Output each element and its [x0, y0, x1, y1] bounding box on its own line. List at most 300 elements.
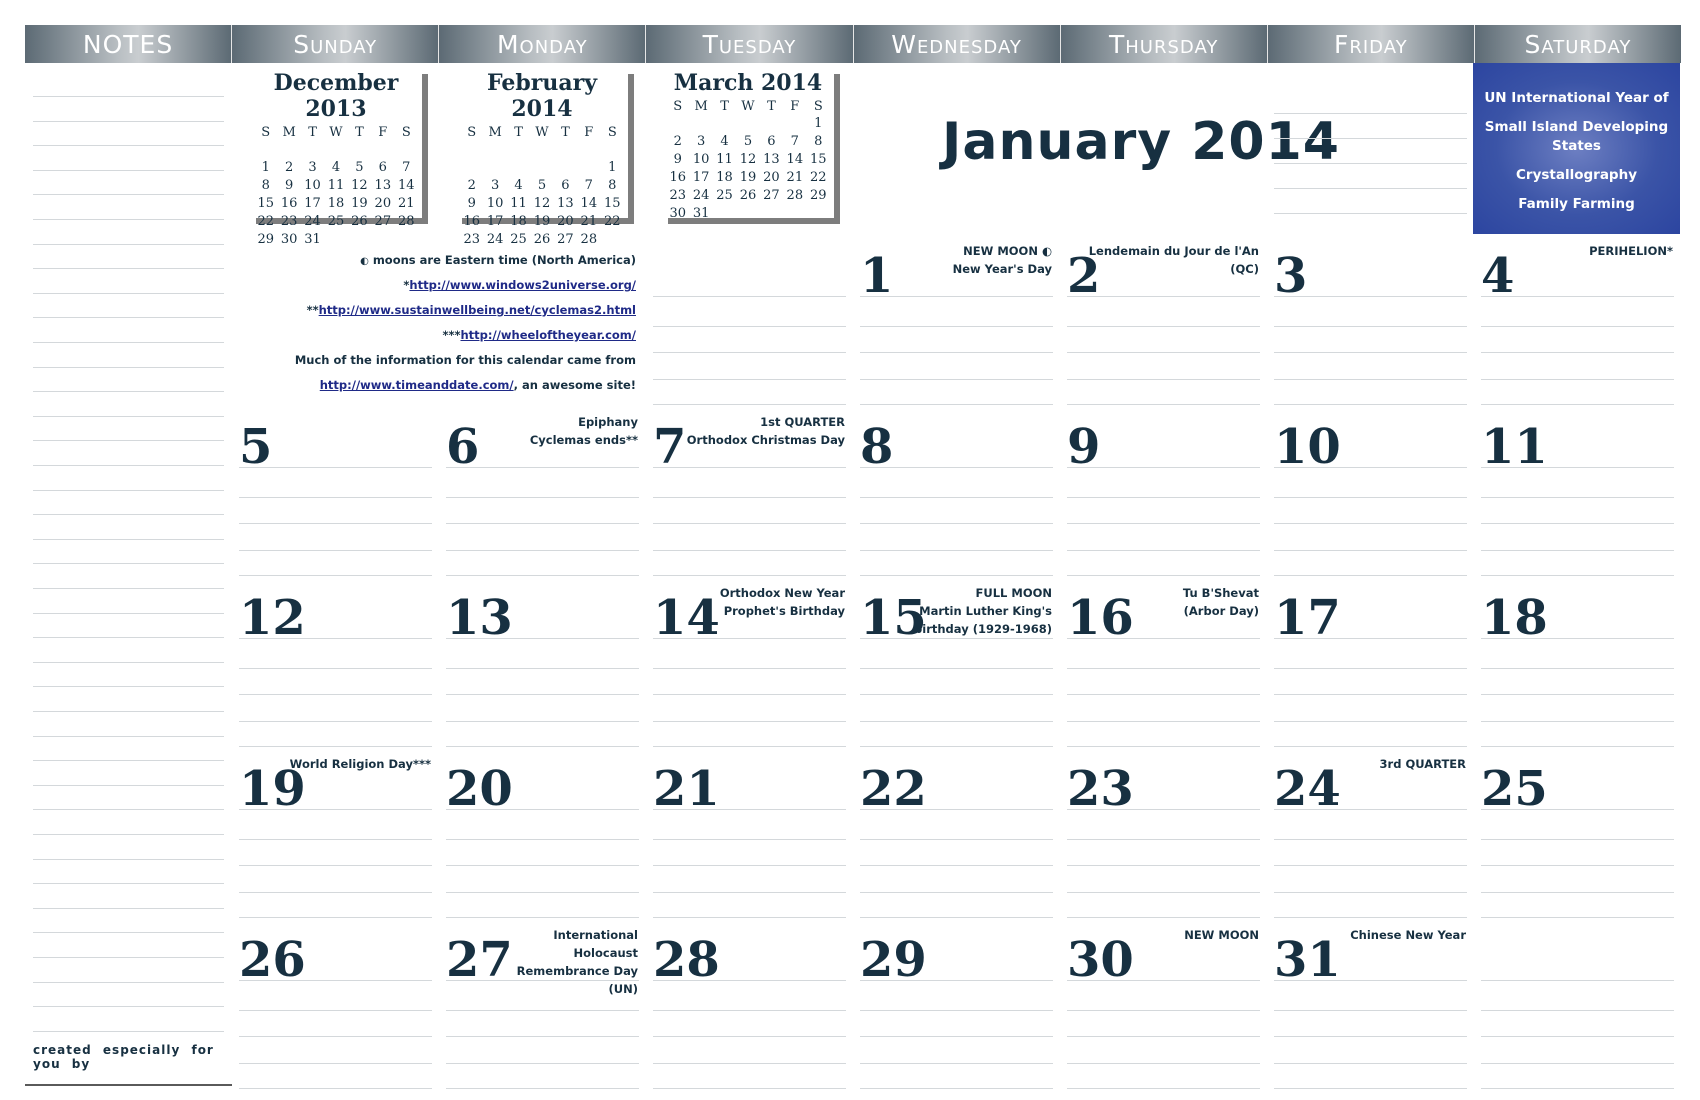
- writing-line[interactable]: [860, 1063, 1053, 1064]
- writing-line[interactable]: [1274, 188, 1467, 189]
- day-cell-28[interactable]: [646, 918, 853, 1089]
- notes-line[interactable]: [33, 809, 224, 810]
- writing-line[interactable]: [1481, 892, 1674, 893]
- moon-phase-icon: ◐: [360, 256, 369, 267]
- writing-line[interactable]: [1067, 892, 1260, 893]
- writing-line[interactable]: [1481, 523, 1674, 524]
- writing-line[interactable]: [1274, 113, 1467, 114]
- writing-line[interactable]: [860, 550, 1053, 551]
- mini-calendar-day: [348, 140, 371, 158]
- mini-calendar-day: [760, 204, 783, 222]
- mini-calendar-day: [713, 204, 736, 222]
- writing-line[interactable]: [1067, 865, 1260, 866]
- day-cell-10[interactable]: [1267, 405, 1474, 576]
- writing-line[interactable]: [1274, 326, 1467, 327]
- notes-line[interactable]: [33, 662, 224, 663]
- writing-line[interactable]: [1067, 721, 1260, 722]
- writing-line[interactable]: [1067, 523, 1260, 524]
- writing-line[interactable]: [1067, 839, 1260, 840]
- day-cell-16[interactable]: [1060, 576, 1267, 747]
- writing-line[interactable]: [446, 1088, 639, 1089]
- notes-line[interactable]: [33, 883, 224, 884]
- mini-calendar-day: [507, 140, 530, 158]
- writing-line[interactable]: [860, 839, 1053, 840]
- notes-column[interactable]: [25, 63, 232, 1088]
- notes-line[interactable]: [33, 834, 224, 835]
- writing-line[interactable]: [1481, 497, 1674, 498]
- notes-line[interactable]: [33, 440, 224, 441]
- mini-calendar-day: 10: [486, 195, 504, 211]
- windows2universe-link[interactable]: http://www.windows2universe.org/: [409, 278, 636, 292]
- mini-calendar-grid: [254, 124, 418, 248]
- notes-line[interactable]: [33, 957, 224, 958]
- writing-line[interactable]: [446, 892, 639, 893]
- mini-calendar-december-2013: [250, 68, 422, 247]
- writing-line[interactable]: [1481, 865, 1674, 866]
- moon-note-text: moons are Eastern time (North America): [372, 253, 636, 267]
- writing-line[interactable]: [653, 467, 846, 468]
- month-title: January 2014: [942, 112, 1340, 172]
- mini-calendar-march-2014: [662, 68, 834, 221]
- event-text: International: [553, 928, 638, 942]
- mini-calendar-day: [460, 140, 483, 158]
- day-cell-24[interactable]: [1267, 747, 1474, 918]
- mini-calendar-day: 29: [809, 187, 827, 203]
- writing-line[interactable]: [1481, 839, 1674, 840]
- notes-line[interactable]: [33, 514, 224, 515]
- mini-calendar-day: 22: [809, 169, 827, 185]
- notes-line[interactable]: [33, 367, 224, 368]
- writing-line[interactable]: [1067, 668, 1260, 669]
- empty-cell[interactable]: [1474, 918, 1681, 1089]
- mini-calendar-day: [807, 204, 830, 222]
- event-text: Prophet's Birthday: [723, 604, 845, 618]
- writing-line[interactable]: [1067, 296, 1260, 297]
- writing-line[interactable]: [239, 809, 432, 810]
- writing-line[interactable]: [1481, 1010, 1674, 1011]
- writing-line[interactable]: [1067, 694, 1260, 695]
- day-cell-7[interactable]: [646, 405, 853, 576]
- day-cell-20[interactable]: [439, 747, 646, 918]
- writing-line[interactable]: [446, 497, 639, 498]
- writing-line[interactable]: [1274, 550, 1467, 551]
- mini-calendar-day: [348, 230, 371, 248]
- day-number: 4: [1481, 248, 1515, 304]
- day-cell-3[interactable]: [1267, 234, 1474, 405]
- writing-line[interactable]: [860, 296, 1053, 297]
- writing-line[interactable]: [1067, 638, 1260, 639]
- writing-line[interactable]: [860, 352, 1053, 353]
- header-thursday: Thursday: [1061, 25, 1268, 63]
- writing-line[interactable]: [1481, 467, 1674, 468]
- mini-calendar-day: 2: [284, 159, 294, 175]
- writing-line[interactable]: [1274, 497, 1467, 498]
- writing-line[interactable]: [1481, 1063, 1674, 1064]
- day-events: [720, 584, 845, 620]
- empty-cell[interactable]: [646, 234, 853, 405]
- writing-line[interactable]: [1481, 980, 1674, 981]
- day-cell-29[interactable]: [853, 918, 1060, 1089]
- writing-line[interactable]: [239, 1063, 432, 1064]
- day-cell-22[interactable]: [853, 747, 1060, 918]
- writing-line[interactable]: [860, 668, 1053, 669]
- writing-line[interactable]: [653, 296, 846, 297]
- writing-line[interactable]: [1274, 1063, 1467, 1064]
- reference-marker: *: [403, 278, 410, 292]
- writing-line[interactable]: [1067, 497, 1260, 498]
- writing-line[interactable]: [653, 1010, 846, 1011]
- writing-line[interactable]: [1274, 523, 1467, 524]
- mini-calendar-day: [371, 230, 394, 248]
- timeanddate-link[interactable]: http://www.timeanddate.com/: [319, 378, 514, 392]
- notes-line[interactable]: [33, 785, 224, 786]
- writing-line[interactable]: [653, 865, 846, 866]
- writing-line[interactable]: [1274, 213, 1467, 214]
- writing-line[interactable]: [1067, 550, 1260, 551]
- writing-line[interactable]: [446, 668, 639, 669]
- empty-cell[interactable]: [1267, 63, 1474, 234]
- notes-line[interactable]: [33, 859, 224, 860]
- notes-line[interactable]: [33, 908, 224, 909]
- writing-line[interactable]: [1481, 352, 1674, 353]
- mini-calendar-weekday: S: [401, 124, 411, 140]
- writing-line[interactable]: [1481, 296, 1674, 297]
- mini-calendar-day: 11: [510, 195, 527, 211]
- writing-line[interactable]: [1274, 1010, 1467, 1011]
- day-events: [530, 413, 638, 449]
- writing-line[interactable]: [1274, 1036, 1467, 1037]
- mini-calendar-day: 8: [814, 133, 823, 149]
- notes-line[interactable]: [33, 416, 224, 417]
- notes-line[interactable]: [33, 268, 224, 269]
- writing-line[interactable]: [653, 550, 846, 551]
- day-cell-19[interactable]: [232, 747, 439, 918]
- notes-line[interactable]: [33, 244, 224, 245]
- writing-line[interactable]: [1481, 721, 1674, 722]
- notes-line[interactable]: [33, 317, 224, 318]
- writing-line[interactable]: [653, 980, 846, 981]
- mini-calendar-day: 28: [397, 213, 415, 229]
- notes-line[interactable]: [33, 96, 224, 97]
- writing-line[interactable]: [653, 1088, 846, 1089]
- writing-line[interactable]: [1274, 892, 1467, 893]
- writing-line[interactable]: [860, 523, 1053, 524]
- writing-line[interactable]: [1274, 668, 1467, 669]
- writing-line[interactable]: [1274, 296, 1467, 297]
- writing-line[interactable]: [653, 809, 846, 810]
- writing-line[interactable]: [653, 497, 846, 498]
- day-events: [687, 413, 845, 449]
- writing-line[interactable]: [239, 1088, 432, 1089]
- day-cell-21[interactable]: [646, 747, 853, 918]
- mini-calendar-day: 18: [510, 213, 527, 229]
- mini-calendar-day: 8: [261, 177, 270, 193]
- mini-calendar-day: 7: [790, 133, 799, 149]
- writing-line[interactable]: [239, 497, 432, 498]
- day-cell-25[interactable]: [1474, 747, 1681, 918]
- writing-line[interactable]: [1274, 138, 1467, 139]
- writing-line[interactable]: [653, 379, 846, 380]
- writing-line[interactable]: [239, 839, 432, 840]
- writing-line[interactable]: [653, 694, 846, 695]
- day-cell-1[interactable]: [853, 234, 1060, 405]
- writing-line[interactable]: [1274, 839, 1467, 840]
- writing-line[interactable]: [1274, 809, 1467, 810]
- writing-line[interactable]: [1067, 1063, 1260, 1064]
- writing-line[interactable]: [860, 809, 1053, 810]
- event-text: Cyclemas ends**: [529, 433, 638, 447]
- writing-line[interactable]: [239, 721, 432, 722]
- writing-line[interactable]: [446, 809, 639, 810]
- writing-line[interactable]: [446, 694, 639, 695]
- writing-line[interactable]: [239, 694, 432, 695]
- mini-calendar-february-2014: [456, 68, 628, 247]
- mini-calendar-day: 15: [809, 151, 827, 167]
- writing-line[interactable]: [446, 550, 639, 551]
- header-saturday: Saturday: [1475, 25, 1681, 63]
- writing-line[interactable]: [1067, 326, 1260, 327]
- mini-calendar-day: 19: [351, 195, 368, 211]
- mini-calendar-day: 19: [533, 213, 551, 229]
- writing-line[interactable]: [653, 1063, 846, 1064]
- day-cell-27[interactable]: [439, 918, 646, 1089]
- notes-line[interactable]: [33, 686, 224, 687]
- writing-line[interactable]: [1481, 1088, 1674, 1089]
- writing-line[interactable]: [239, 865, 432, 866]
- writing-line[interactable]: [653, 326, 846, 327]
- writing-line[interactable]: [446, 638, 639, 639]
- writing-line[interactable]: [1481, 326, 1674, 327]
- day-cell-12[interactable]: [232, 576, 439, 747]
- mini-calendar-day: 27: [763, 187, 780, 203]
- writing-line[interactable]: [860, 638, 1053, 639]
- writing-line[interactable]: [446, 865, 639, 866]
- day-cell-30[interactable]: [1060, 918, 1267, 1089]
- writing-line[interactable]: [1067, 352, 1260, 353]
- notes-line[interactable]: [33, 293, 224, 294]
- notes-line[interactable]: [33, 982, 224, 983]
- writing-line[interactable]: [1067, 1088, 1260, 1089]
- writing-line[interactable]: [860, 1010, 1053, 1011]
- notes-line[interactable]: [33, 760, 224, 761]
- day-cell-9[interactable]: [1060, 405, 1267, 576]
- notes-line[interactable]: [33, 342, 224, 343]
- day-cell-4[interactable]: [1474, 234, 1681, 405]
- writing-line[interactable]: [860, 379, 1053, 380]
- writing-line[interactable]: [1481, 694, 1674, 695]
- mini-calendar-day: 28: [786, 187, 804, 203]
- writing-line[interactable]: [860, 892, 1053, 893]
- writing-line[interactable]: [653, 721, 846, 722]
- writing-line[interactable]: [653, 352, 846, 353]
- writing-line[interactable]: [1274, 352, 1467, 353]
- writing-line[interactable]: [860, 467, 1053, 468]
- notes-line[interactable]: [33, 613, 224, 614]
- writing-line[interactable]: [446, 1036, 639, 1037]
- mini-calendar-day: [601, 230, 624, 248]
- day-cell-8[interactable]: [853, 405, 1060, 576]
- mini-calendar-day: [507, 158, 530, 176]
- day-events: [1380, 755, 1466, 773]
- writing-line[interactable]: [1274, 980, 1467, 981]
- notes-line[interactable]: [33, 145, 224, 146]
- day-cell-17[interactable]: [1267, 576, 1474, 747]
- writing-line[interactable]: [446, 1063, 639, 1064]
- notes-line[interactable]: [33, 465, 224, 466]
- mini-calendar-day: [601, 140, 624, 158]
- writing-line[interactable]: [1067, 1036, 1260, 1037]
- mini-calendar-day: [483, 158, 506, 176]
- un-box-line: UN International Year of: [1484, 90, 1669, 106]
- writing-line[interactable]: [1481, 638, 1674, 639]
- notes-line[interactable]: [33, 563, 224, 564]
- day-cell-13[interactable]: [439, 576, 646, 747]
- mini-calendar-day: 24: [692, 187, 710, 203]
- writing-line[interactable]: [239, 1010, 432, 1011]
- reference-2: [250, 298, 636, 323]
- writing-line[interactable]: [653, 892, 846, 893]
- notes-line[interactable]: [33, 539, 224, 540]
- mini-calendar-weekday: F: [584, 124, 594, 140]
- day-cell-5[interactable]: [232, 405, 439, 576]
- event-text: (QC): [1230, 262, 1259, 276]
- wheeloftheyear-link[interactable]: http://wheeloftheyear.com/: [460, 328, 636, 342]
- notes-signature-line[interactable]: [25, 1084, 232, 1086]
- day-number: 17: [1274, 590, 1341, 646]
- mini-calendar-day: 14: [580, 195, 598, 211]
- mini-calendar-weekday: T: [720, 98, 729, 114]
- writing-line[interactable]: [239, 892, 432, 893]
- reference-marker: **: [306, 303, 319, 317]
- writing-line[interactable]: [446, 467, 639, 468]
- event-text: 3rd QUARTER: [1379, 757, 1466, 771]
- writing-line[interactable]: [1067, 980, 1260, 981]
- writing-line[interactable]: [446, 721, 639, 722]
- notes-line[interactable]: [33, 711, 224, 712]
- writing-line[interactable]: [860, 326, 1053, 327]
- writing-line[interactable]: [1274, 379, 1467, 380]
- sustainwellbeing-link[interactable]: http://www.sustainwellbeing.net/cyclemas2.html: [318, 303, 636, 317]
- notes-line[interactable]: [33, 391, 224, 392]
- writing-line[interactable]: [1481, 668, 1674, 669]
- day-cell-26[interactable]: [232, 918, 439, 1089]
- notes-line[interactable]: [33, 1031, 224, 1032]
- mini-calendar-weekday: T: [308, 124, 317, 140]
- mini-calendar-weekday: W: [535, 124, 549, 140]
- day-cell-15[interactable]: [853, 576, 1060, 747]
- writing-line[interactable]: [239, 668, 432, 669]
- source-note: Much of the information for this calendar came from: [294, 353, 636, 367]
- writing-line[interactable]: [239, 523, 432, 524]
- writing-line[interactable]: [446, 1010, 639, 1011]
- day-number: 9: [1067, 419, 1101, 475]
- writing-line[interactable]: [1274, 467, 1467, 468]
- day-number: 23: [1067, 761, 1134, 817]
- writing-line[interactable]: [860, 865, 1053, 866]
- event-text: 1st QUARTER: [760, 415, 845, 429]
- mini-calendar-title: March 2014: [673, 70, 823, 96]
- writing-line[interactable]: [1274, 1088, 1467, 1089]
- writing-line[interactable]: [239, 1036, 432, 1037]
- writing-line[interactable]: [1274, 865, 1467, 866]
- writing-line[interactable]: [860, 980, 1053, 981]
- writing-line[interactable]: [653, 523, 846, 524]
- mini-calendar-day: 16: [280, 195, 298, 211]
- notes-line[interactable]: [33, 219, 224, 220]
- writing-line[interactable]: [1067, 467, 1260, 468]
- mini-calendar-day: 25: [716, 187, 733, 203]
- notes-line[interactable]: [33, 170, 224, 171]
- un-box-line: Family Farming: [1518, 196, 1635, 212]
- writing-line[interactable]: [446, 523, 639, 524]
- writing-line[interactable]: [1067, 809, 1260, 810]
- writing-line[interactable]: [653, 404, 846, 405]
- writing-line[interactable]: [653, 1036, 846, 1037]
- writing-line[interactable]: [1274, 694, 1467, 695]
- writing-line[interactable]: [860, 1036, 1053, 1037]
- writing-line[interactable]: [860, 1088, 1053, 1089]
- weekday-header: [25, 25, 1681, 63]
- mini-calendar-day: 1: [814, 115, 823, 131]
- notes-line[interactable]: [33, 194, 224, 195]
- writing-line[interactable]: [1274, 721, 1467, 722]
- notes-line[interactable]: [33, 121, 224, 122]
- day-cell-14[interactable]: [646, 576, 853, 747]
- writing-line[interactable]: [1274, 163, 1467, 164]
- day-cell-2[interactable]: [1060, 234, 1267, 405]
- writing-line[interactable]: [1274, 638, 1467, 639]
- day-cell-11[interactable]: [1474, 405, 1681, 576]
- writing-line[interactable]: [446, 980, 639, 981]
- writing-line[interactable]: [653, 839, 846, 840]
- mini-calendar-day: 20: [374, 195, 392, 211]
- event-text: Holocaust: [573, 946, 638, 960]
- day-number: 20: [446, 761, 513, 817]
- writing-line[interactable]: [1067, 1010, 1260, 1011]
- event-text: NEW MOON ◐: [963, 244, 1052, 258]
- day-cell-31[interactable]: [1267, 918, 1474, 1089]
- notes-line[interactable]: [33, 736, 224, 737]
- writing-line[interactable]: [860, 497, 1053, 498]
- day-cell-6[interactable]: [439, 405, 646, 576]
- event-text: FULL MOON: [975, 586, 1052, 600]
- writing-line[interactable]: [239, 550, 432, 551]
- writing-line[interactable]: [1481, 550, 1674, 551]
- day-cell-18[interactable]: [1474, 576, 1681, 747]
- notes-line[interactable]: [33, 932, 224, 933]
- notes-line[interactable]: [33, 637, 224, 638]
- writing-line[interactable]: [239, 638, 432, 639]
- writing-line[interactable]: [653, 668, 846, 669]
- writing-line[interactable]: [1481, 809, 1674, 810]
- writing-line[interactable]: [653, 638, 846, 639]
- mini-calendar-day: 29: [257, 231, 274, 247]
- writing-line[interactable]: [860, 694, 1053, 695]
- day-events: [953, 242, 1052, 278]
- writing-line[interactable]: [239, 467, 432, 468]
- notes-line[interactable]: [33, 1006, 224, 1007]
- writing-line[interactable]: [1481, 1036, 1674, 1037]
- notes-line[interactable]: [33, 588, 224, 589]
- writing-line[interactable]: [1481, 379, 1674, 380]
- writing-line[interactable]: [860, 721, 1053, 722]
- writing-line[interactable]: [446, 839, 639, 840]
- notes-line[interactable]: [33, 490, 224, 491]
- day-cell-23[interactable]: [1060, 747, 1267, 918]
- writing-line[interactable]: [239, 980, 432, 981]
- writing-line[interactable]: [1067, 379, 1260, 380]
- mini-calendar-day: [530, 158, 553, 176]
